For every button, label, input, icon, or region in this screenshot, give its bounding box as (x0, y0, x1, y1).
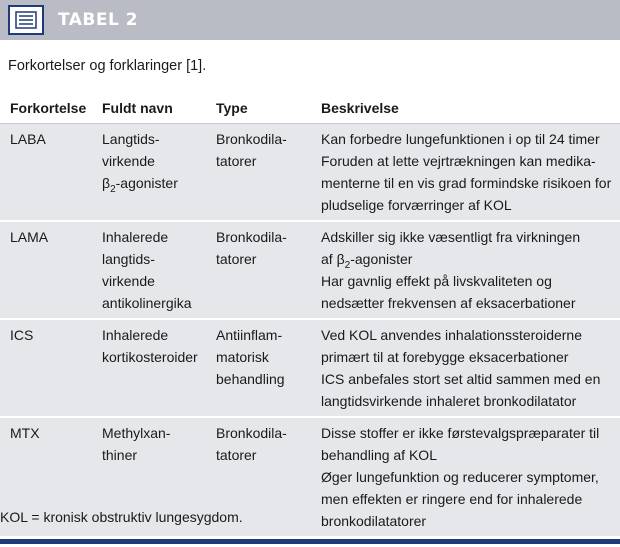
cell-line: Bronkodila- (216, 425, 287, 441)
cell-line: $\beta_2$-agonister (102, 175, 178, 195)
cell-line: kortikosteroider (102, 349, 198, 365)
cell-line: tatorer (216, 153, 257, 169)
table-row (0, 124, 620, 222)
cell-line: men effekten er ringere end for inhalerede (321, 491, 583, 507)
cell-line: Har gavnlig effekt på livskvaliteten og (321, 273, 552, 289)
column-header-abbr: Forkortelse (10, 100, 87, 116)
cell-line: virkende (102, 273, 155, 289)
cell-line: tatorer (216, 251, 257, 267)
cell-line: thiner (102, 447, 138, 463)
cell-line: pludselige forværringer af KOL (321, 197, 512, 213)
cell-type (206, 221, 312, 319)
cell-full-name (92, 221, 206, 319)
table-header-row (0, 94, 620, 124)
cell-abbreviation: MTX (0, 417, 92, 536)
cell-line: Bronkodila- (216, 229, 287, 245)
cell-line: ICS anbefales stort set altid sammen med en (321, 371, 601, 387)
cell-line: langtids- (102, 251, 155, 267)
cell-line: nedsætter frekvensen af eksacerbationer (321, 295, 576, 311)
cell-line: matorisk (216, 349, 269, 365)
cell-line: menterne til en vis grad formindske risikoen for (321, 175, 612, 191)
cell-line: tatorer (216, 447, 257, 463)
cell-line: Inhalerede (102, 229, 169, 245)
table-row (0, 221, 620, 319)
cell-line: af $\beta_2$-agonister (321, 251, 413, 271)
column-header-description: Beskrivelse (321, 100, 399, 116)
cell-type (206, 319, 312, 417)
abbreviations-table (0, 94, 620, 536)
cell-description (312, 124, 620, 222)
table-header-bar (0, 0, 620, 40)
cell-type (206, 124, 312, 222)
table-caption: Forkortelser og forklaringer [1]. (8, 58, 207, 74)
cell-abbreviation: LAMA (0, 221, 92, 319)
cell-line: antikolinergika (102, 295, 192, 311)
cell-description (312, 221, 620, 319)
cell-abbreviation: ICS (0, 319, 92, 417)
cell-abbreviation: LABA (10, 131, 46, 147)
cell-description (312, 417, 620, 536)
cell-line: Antiinflam- (216, 327, 283, 343)
column-header-name: Fuldt navn (102, 100, 173, 116)
table-row (0, 319, 620, 417)
cell-description (312, 319, 620, 417)
cell-line: behandling af KOL (321, 447, 437, 463)
cell-line: behandling (216, 371, 285, 387)
table-footnote: KOL = kronisk obstruktiv lungesygdom. (0, 509, 243, 525)
cell-line: primært til at forebygge eksacerbationer (321, 349, 569, 365)
cell-full-name (92, 124, 206, 222)
cell-line: Bronkodila- (216, 131, 287, 147)
cell-line: bronkodilatatorer (321, 513, 427, 529)
cell-line: Disse stoffer er ikke førstevalgspræparater til (321, 425, 600, 441)
column-header-type: Type (216, 100, 248, 116)
bottom-rule (0, 539, 620, 544)
cell-line: Langtids- (102, 131, 160, 147)
cell-line: Foruden at lette vejrtrækningen kan medika- (321, 153, 596, 169)
table-title: TABEL 2 (58, 10, 139, 30)
cell-full-name (92, 319, 206, 417)
cell-line: Methylxan- (102, 425, 171, 441)
cell-line: Ved KOL anvendes inhalationssteroiderne (321, 327, 582, 343)
cell-line: Adskiller sig ikke væsentligt fra virkningen (321, 229, 581, 245)
cell-line: virkende (102, 153, 155, 169)
table-document-icon (8, 5, 44, 35)
cell-line: langtidsvirkende inhaleret bronkodilatator (321, 393, 577, 409)
cell-line: Øger lungefunktion og reducerer symptomer, (321, 469, 599, 485)
cell-line: Inhalerede (102, 327, 169, 343)
cell-line: Kan forbedre lungefunktionen i op til 24 timer (321, 131, 600, 147)
